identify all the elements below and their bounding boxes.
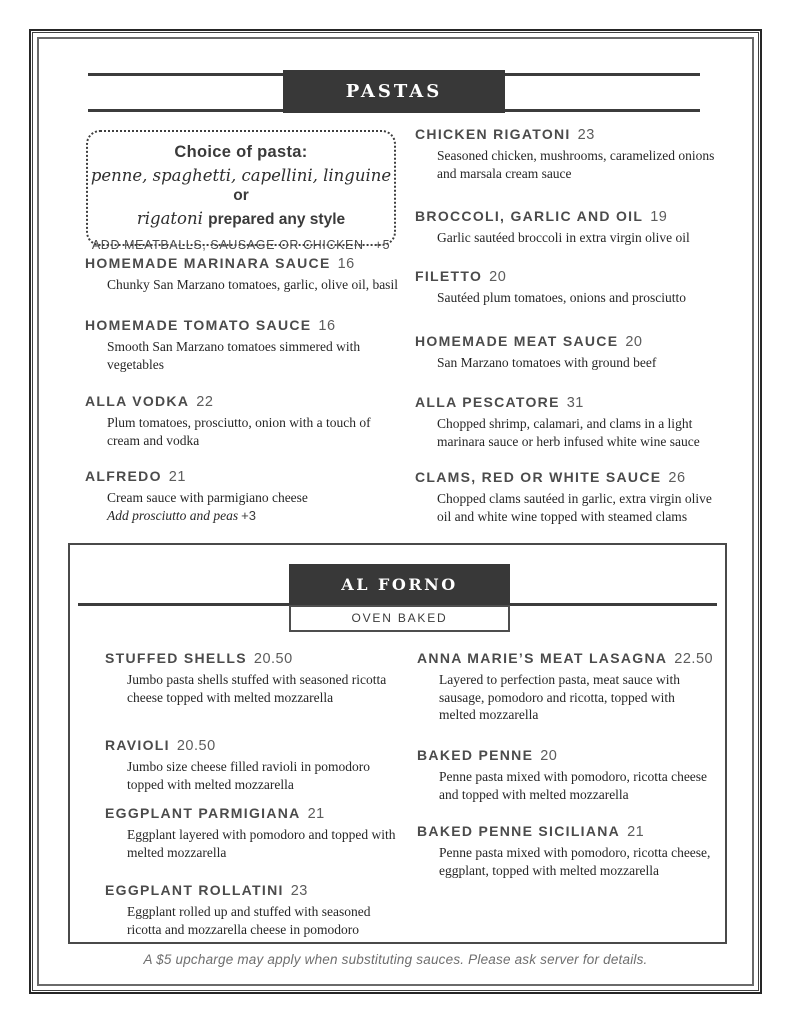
- menu-item: [105, 882, 405, 938]
- item-desc: Garlic sautéed broccoli in extra virgin olive oil: [437, 230, 690, 245]
- item-name: BROCCOLI, GARLIC AND OIL: [415, 208, 644, 224]
- item-desc: Chunky San Marzano tomatoes, garlic, olive oil, basil: [107, 277, 398, 292]
- item-name: BAKED PENNE: [417, 747, 534, 763]
- item-desc: Jumbo size cheese filled ravioli in pomodoro topped with melted mozzarella: [127, 759, 370, 792]
- choice-prepared: prepared any style: [208, 211, 346, 228]
- item-price: 16: [318, 318, 336, 334]
- choice-pasta-names: penne, spaghetti, capellini, linguine: [90, 166, 392, 185]
- item-price: 23: [577, 127, 595, 143]
- item-price: 20: [489, 269, 507, 285]
- menu-item: [85, 317, 385, 373]
- item-name: HOMEMADE MARINARA SAUCE: [85, 255, 331, 271]
- al-forno-section: [68, 543, 727, 944]
- item-price: 22: [196, 394, 214, 410]
- choice-line-1: [88, 166, 394, 205]
- choice-heading: Choice of pasta:: [174, 143, 308, 161]
- item-note-text: Add prosciutto and peas: [107, 507, 239, 523]
- item-desc: Eggplant rolled up and stuffed with seasoned ricotta and mozzarella cheese in pomodoro: [127, 904, 371, 937]
- choice-line-2: [88, 209, 394, 229]
- item-name: ALLA VODKA: [85, 393, 190, 409]
- item-desc: Smooth San Marzano tomatoes simmered with vegetables: [107, 339, 361, 372]
- item-name: STUFFED SHELLS: [105, 650, 247, 666]
- item-desc: Plum tomatoes, prosciutto, onion with a touch of cream and vodka: [107, 415, 371, 448]
- item-name: RAVIOLI: [105, 737, 170, 753]
- item-price: 23: [290, 883, 308, 899]
- oven-baked-badge: OVEN BAKED: [289, 605, 510, 632]
- menu-item: [105, 805, 405, 861]
- item-desc: Layered to perfection pasta, meat sauce with sausage, pomodoro and ricotta, topped with melted mozzarella: [439, 672, 681, 722]
- item-name: HOMEMADE TOMATO SAUCE: [85, 317, 312, 333]
- item-desc: Chopped clams sautéed in garlic, extra virgin olive oil and white wine topped with steamed clams: [437, 491, 712, 524]
- menu-item: [415, 333, 720, 372]
- item-price: 20: [540, 748, 558, 764]
- item-name: CLAMS, RED OR WHITE SAUCE: [415, 469, 662, 485]
- menu-item: [415, 268, 720, 307]
- item-desc: San Marzano tomatoes with ground beef: [437, 355, 657, 370]
- item-name: ANNA MARIE’S MEAT LASAGNA: [417, 650, 668, 666]
- item-price: 22.50: [674, 651, 714, 667]
- choice-addons: [88, 238, 394, 252]
- item-desc: Chopped shrimp, calamari, and clams in a light marinara sauce or herb infused white wine sauce: [437, 416, 700, 449]
- item-price: 26: [668, 470, 686, 486]
- footer-note: A $5 upcharge may apply when substituting sauces. Please ask server for details.: [143, 952, 648, 967]
- choice-rigatoni: rigatoni: [136, 209, 203, 228]
- item-price: 21: [168, 469, 186, 485]
- menu-item: [417, 747, 712, 803]
- menu-item: [85, 393, 385, 449]
- item-desc: Sautéed plum tomatoes, onions and prosciutto: [437, 290, 686, 305]
- menu-item: [85, 468, 385, 524]
- item-name: FILETTO: [415, 268, 483, 284]
- item-price: 20: [625, 334, 643, 350]
- item-price: 21: [627, 824, 645, 840]
- item-name: ALFREDO: [85, 468, 162, 484]
- item-note: [107, 507, 385, 525]
- item-price: 20.50: [176, 738, 216, 754]
- item-desc: Eggplant layered with pomodoro and topped with melted mozzarella: [127, 827, 396, 860]
- item-note-price: +3: [241, 507, 256, 523]
- choice-or: or: [233, 187, 249, 204]
- menu-item: [85, 255, 400, 294]
- menu-item: [417, 650, 712, 724]
- item-name: EGGPLANT ROLLATINI: [105, 882, 284, 898]
- item-price: 19: [650, 209, 668, 225]
- item-name: BAKED PENNE SICILIANA: [417, 823, 621, 839]
- item-name: EGGPLANT PARMIGIANA: [105, 805, 301, 821]
- item-desc: Cream sauce with parmigiano cheese: [107, 490, 308, 505]
- addons-price: +5: [374, 238, 391, 252]
- item-desc: Jumbo pasta shells stuffed with seasoned ricotta cheese topped with melted mozzarella: [127, 672, 387, 705]
- menu-item: [417, 823, 717, 879]
- choice-of-pasta-box: [86, 130, 396, 252]
- menu-item: [105, 737, 405, 793]
- item-price: 16: [337, 256, 355, 272]
- item-desc: Seasoned chicken, mushrooms, caramelized onions and marsala cream sauce: [437, 148, 715, 181]
- pastas-section-title: PASTAS: [283, 70, 505, 113]
- item-name: ALLA PESCATORE: [415, 394, 560, 410]
- menu-item: [415, 394, 715, 450]
- item-name: HOMEMADE MEAT SAUCE: [415, 333, 619, 349]
- menu-item: [105, 650, 405, 706]
- al-forno-section-title: AL FORNO: [289, 564, 510, 605]
- item-price: 20.50: [253, 651, 293, 667]
- menu-item: [415, 208, 720, 247]
- item-name: CHICKEN RIGATONI: [415, 126, 571, 142]
- item-price: 21: [307, 806, 325, 822]
- addons-label: ADD MEATBALLS, SAUSAGE OR CHICKEN: [91, 238, 364, 252]
- item-desc: Penne pasta mixed with pomodoro, ricotta cheese and topped with melted mozzarella: [439, 769, 708, 802]
- menu-item: [415, 126, 715, 182]
- menu-item: [415, 469, 715, 525]
- item-price: 31: [566, 395, 584, 411]
- item-desc: Penne pasta mixed with pomodoro, ricotta cheese, eggplant, topped with melted mozzarella: [439, 845, 711, 878]
